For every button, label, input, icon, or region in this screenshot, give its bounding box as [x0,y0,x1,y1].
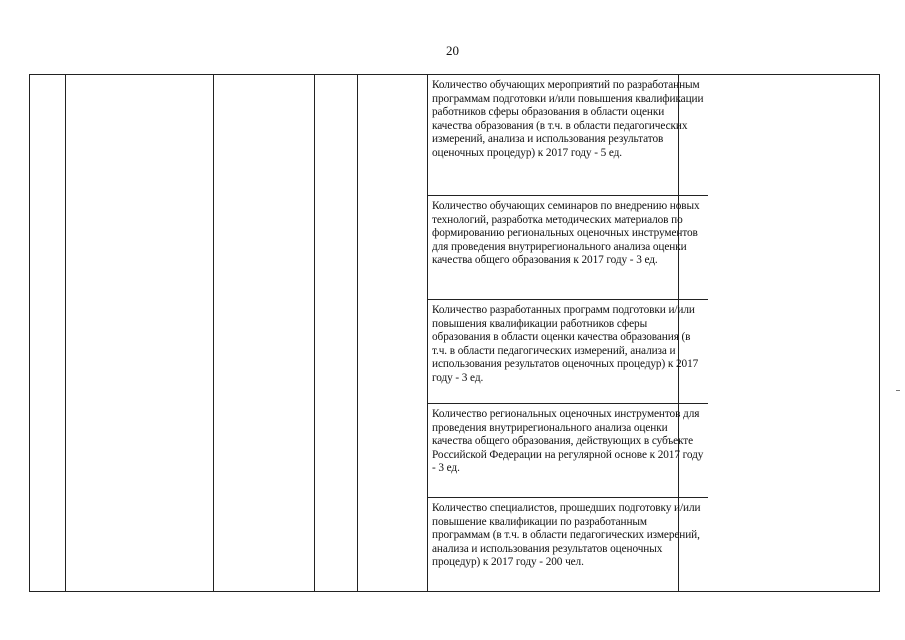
indicators-column [428,75,708,591]
page-number: 20 [446,43,459,58]
column-divider-3 [314,75,315,591]
column-divider-4 [357,75,358,591]
indicator-cell-2: Количество обучающих семинаров по внедрению новых технологий, разработка методических материалов по формированию региональных оценочных инструментов для проведения внутрирегионального анализа оценки качества общего образования к 2017 году - 3 ед. [428,196,708,300]
margin-mark [896,390,900,391]
indicator-cell-5: Количество специалистов, прошедших подготовку и/или повышение квалификации по разработанным программам (в т.ч. в области педагогических измерений, анализа и использования результатов оценочных процедур) к 2017 году - 200 чел. [432,502,701,569]
indicator-cell-3: Количество разработанных программ подготовки и/или повышения квалификации работников сферы образования в области оценки качества образования (в т.ч. в области педагогических измерений, анализа и использования результатов оценочных процедур) к 2017 году - 3 ед. [428,300,708,404]
column-divider-2 [213,75,214,591]
column-divider-1 [65,75,66,591]
indicator-cell-1: Количество обучающих мероприятий по разработанным программам подготовки и/или повышения квалификации работников сферы образования в области оценки качества образования (в т.ч. в области педагогических измерений, анализа и использования результатов оценочных процедур) к 2017 году - 5 ед. [428,75,708,196]
indicator-cell-4: Количество региональных оценочных инструментов для проведения внутрирегионального анализа оценки качества общего образования, действующих в субъекте Российской Федерации на регулярной основе к 2017 году - 3 ед. [428,404,708,498]
program-table [29,74,880,592]
